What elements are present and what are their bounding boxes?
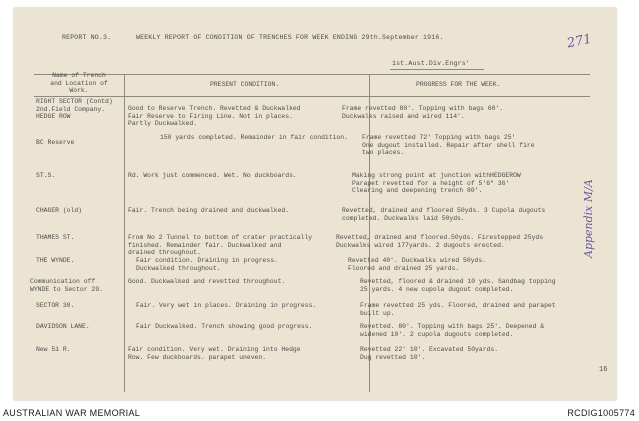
unit-underline (390, 69, 484, 70)
row-progress: Frame revetted 72' Topping with bags 25' One dugout installed. Repair after shell fire two places. (362, 134, 535, 157)
row-name: ST.S. (36, 172, 56, 179)
row-condition: 150 yards completed. Remainder in fair condition. (160, 134, 348, 141)
column-header-name: Name of Trench and Location of Work. (50, 72, 108, 95)
unit-name: 1st.Aust.Div.Engrs' (392, 60, 470, 67)
row-condition: From No 2 Tunnel to bottom of crater practically finished. Remainder fair. Duckwalked and drained throughout. (128, 234, 313, 257)
table-header-rule (34, 96, 590, 97)
row-condition: Fair. Trench being drained and duckwalked. (128, 207, 290, 214)
row-condition: Fair. Very wet in places. Draining in progress. (136, 302, 317, 309)
row-progress: Frame revetted 25 yds. Floored, drained and parapet built up. (360, 302, 556, 317)
row-name: RIGHT SECTOR (Contd) 2nd.Field Company. HEDGE ROW (36, 98, 113, 121)
row-name: THE WYNDE. (36, 257, 75, 264)
row-condition: Fair condition. Draining in progress. Duckwalked throughout. (136, 257, 278, 272)
row-progress: Revetted, drained and floored 50yds. 3 Cupola dugouts completed. Duckwalks laid 50yds. (342, 207, 546, 222)
row-condition: Fair Duckwalked. Trench showing good progress. (136, 323, 313, 330)
report-title: WEEKLY REPORT OF CONDITION OF TRENCHES FOR WEEK ENDING 29th.September 1916. (136, 34, 444, 41)
report-number: REPORT NO.3. (62, 34, 112, 41)
footer-record-id: RCDIG1005774 (567, 408, 635, 418)
row-name: Communication off WYNDE to Sector 29. (30, 278, 103, 293)
row-name: SECTOR 30. (36, 302, 75, 309)
row-name: New 51 R. (36, 346, 71, 353)
row-progress: Making strong point at junction withHEDGEROW Parapet revetted for a height of 5'6" 36' Clearing and deepening trench 80'. (352, 172, 521, 195)
document-sheet (14, 8, 616, 400)
row-name: DAVIDSON LANE. (36, 323, 90, 330)
handwritten-folio-number: 271 (565, 31, 594, 52)
row-progress: Frame revetted 80'. Topping with bags 60'. Duckwalks raised and wired 114'. (342, 105, 504, 120)
row-progress: Revetted. 80'. Topping with bags 25'. Deepened & widened 10'. 2 cupola dugouts completed. (360, 323, 545, 338)
row-condition: Rd. Work just commenced. Wet. No duckboards. (128, 172, 297, 179)
column-header-condition: PRESENT CONDITION. (210, 81, 280, 88)
row-name: CHAGER (old) (36, 207, 83, 214)
row-name: THAMES ST. (36, 234, 75, 241)
footer-archive-name: AUSTRALIAN WAR MEMORIAL (3, 408, 141, 418)
row-condition: Fair condition. Very wet. Draining into Hedge Row. Few duckboards. parapet uneven. (128, 346, 301, 361)
row-condition: Good to Reserve Trench. Revetted & Duckwalked Fair Reserve to Firing Line. Not in places. Partly Duckwalked. (128, 105, 301, 128)
row-progress: Revetted 22' 10'. Excavated 50yards. Dug revetted 10'. (360, 346, 499, 361)
column-divider-1 (124, 74, 125, 392)
page-marker: 16 (599, 366, 608, 374)
row-condition: Good. Duckwalked and revetted throughout. (128, 278, 286, 285)
handwritten-appendix-note: Appendix M/A (582, 179, 595, 258)
row-progress: Revetted, floored & drained 10 yds. Sandbag topping 25 yards. 4 new cupola dugout completed. (360, 278, 556, 293)
row-progress: Revetted 40'. Duckwalks wired 50yds. Floored and drained 25 yards. (348, 257, 487, 272)
column-divider-2 (369, 74, 370, 392)
row-name: BC Reserve (36, 139, 75, 146)
row-progress: Revetted, drained and floored.50yds. Firestepped 25yds Duckwalks wired 177yards. 2 dugouts erected. (336, 234, 544, 249)
column-header-progress: PROGRESS FOR THE WEEK. (416, 81, 501, 88)
